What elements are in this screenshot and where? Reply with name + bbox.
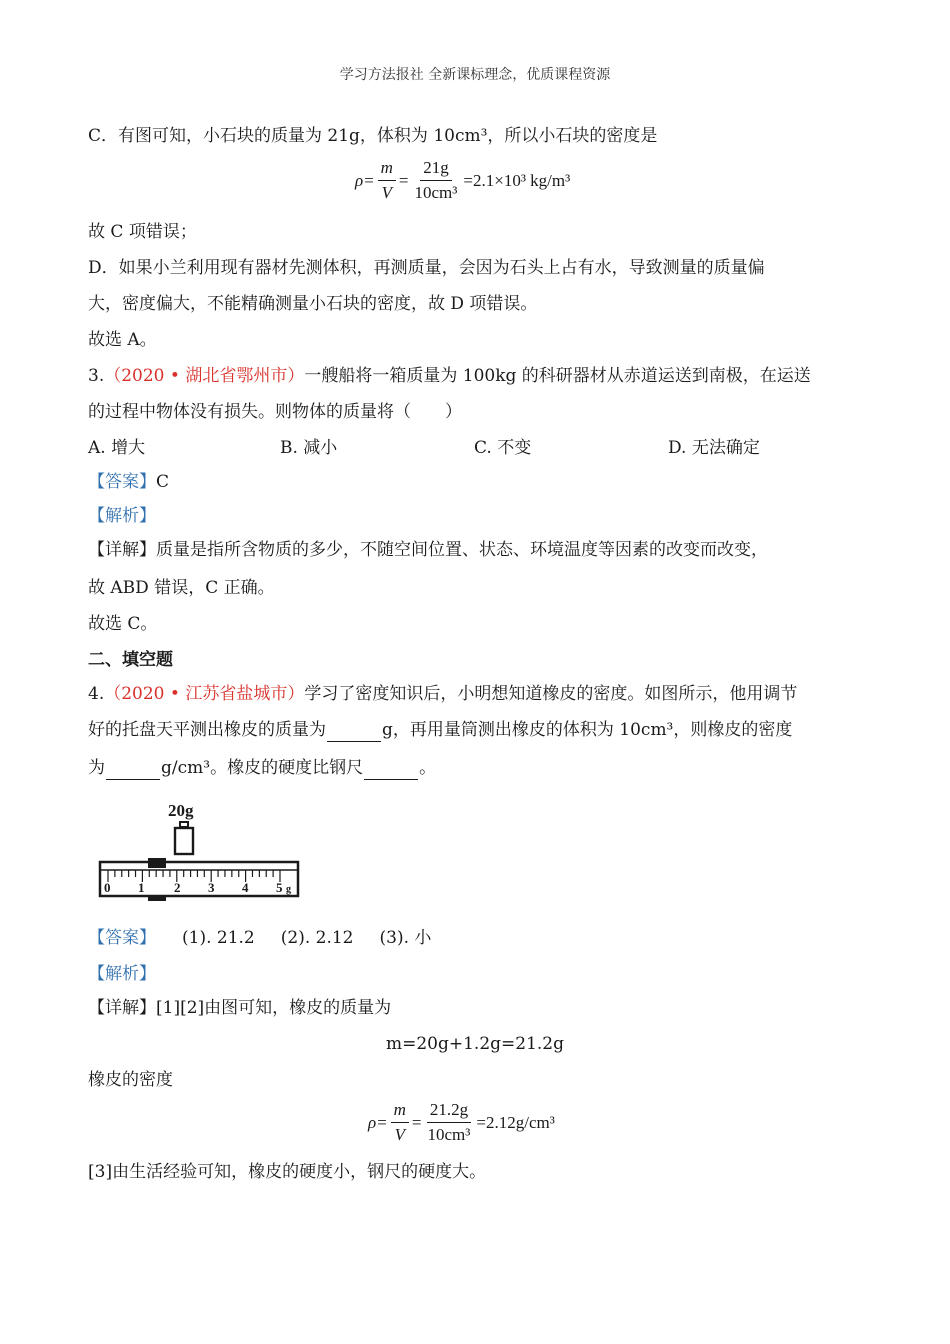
q3-detail-line2: 故 ABD 错误，C 正确。 — [88, 578, 275, 598]
rho-symbol: ρ= — [355, 170, 375, 190]
rho-symbol: ρ= — [368, 1112, 388, 1132]
answer-blank — [106, 761, 160, 780]
detail-label: 【详解】 — [88, 540, 156, 560]
q3-option-a: A. 增大 — [88, 438, 146, 458]
detail-text: 质量是指所含物质的多少，不随空间位置、状态、环境温度等因素的改变而改变， — [156, 540, 768, 560]
q4-stem-line1 — [88, 682, 797, 706]
weight-icon — [175, 822, 193, 854]
fraction-values — [425, 1100, 474, 1145]
scale-unit: g — [286, 884, 291, 895]
density-formula-c — [355, 158, 570, 203]
q3-stem-line1 — [88, 364, 811, 388]
numerator: 21.2g — [427, 1100, 471, 1123]
denominator: V — [381, 183, 392, 202]
q3-choose: 故选 C。 — [88, 614, 158, 634]
q3-option-b: B. 减小 — [280, 438, 338, 458]
q4-stem-line2 — [88, 718, 792, 742]
section-title: 二、填空题 — [88, 650, 173, 670]
q3-option-d: D. 无法确定 — [668, 438, 760, 458]
answer-blank — [327, 723, 381, 742]
q4-analysis-label: 【解析】 — [88, 964, 156, 984]
answer-1: (1). 21.2 — [182, 928, 255, 948]
numerator: m — [391, 1100, 409, 1123]
q3-option-c: C. 不变 — [474, 438, 532, 458]
rider-top — [148, 858, 166, 868]
detail-label: 【详解】 — [88, 998, 156, 1018]
choose-a: 故选 A。 — [88, 330, 157, 350]
q3-detail-line1 — [88, 538, 768, 562]
q4-text: 。 — [419, 758, 437, 778]
scale-label-4: 4 — [242, 880, 249, 895]
scale-label-2: 2 — [174, 880, 181, 895]
formula-result: =2.12g/cm³ — [476, 1112, 555, 1132]
item-c-conclusion: 故 C 项错误； — [88, 222, 197, 242]
numerator: m — [378, 158, 396, 181]
answer-label: 【答案】 — [88, 928, 156, 948]
fraction-m-v — [378, 158, 396, 203]
answer-3: (3). 小 — [379, 928, 432, 948]
q4-stem-line3 — [88, 756, 436, 780]
answer-value: C — [156, 472, 170, 492]
rider-bottom — [148, 895, 166, 901]
denominator: 10cm³ — [414, 183, 458, 202]
q3-analysis-label: 【解析】 — [88, 506, 156, 526]
q3-source: （2020 • 湖北省鄂州市） — [104, 366, 305, 386]
q4-text: g/cm³。橡皮的硬度比钢尺 — [161, 758, 364, 778]
q3-number: 3. — [88, 366, 105, 386]
q4-source: （2020 • 江苏省盐城市） — [104, 684, 305, 704]
q4-text: 学习了密度知识后，小明想知道橡皮的密度。如图所示，他用调节 — [304, 684, 798, 704]
item-d-line1: D．如果小兰利用现有器材先测体积，再测质量，会因为石头上占有水，导致测量的质量偏 — [88, 258, 765, 278]
denominator: 10cm³ — [427, 1125, 471, 1144]
answer-blank — [364, 761, 418, 780]
q4-detail-line3: [3]由生活经验可知，橡皮的硬度小，钢尺的硬度大。 — [88, 1162, 487, 1182]
scale-label-1: 1 — [138, 880, 145, 895]
detail-text: [1][2]由图可知，橡皮的质量为 — [156, 998, 392, 1018]
density-formula-q4 — [368, 1100, 555, 1145]
item-d-line2: 大，密度偏大，不能精确测量小石块的密度，故 D 项错误。 — [88, 294, 538, 314]
page-header: 学习方法报社 全新课标理念，优质课程资源 — [339, 67, 611, 83]
fraction-m-v — [391, 1100, 409, 1145]
q4-text: 好的托盘天平测出橡皮的质量为 — [88, 720, 326, 740]
scale-label-0: 0 — [104, 880, 111, 895]
denominator: V — [394, 1125, 405, 1144]
q4-text: g，再用量筒测出橡皮的体积为 10cm³，则橡皮的密度 — [382, 720, 793, 740]
answer-2: (2). 2.12 — [280, 928, 354, 948]
answer-label: 【答案】 — [88, 472, 156, 492]
q4-number: 4. — [88, 684, 105, 704]
scale-label-5: 5 — [276, 880, 283, 895]
q3-answer — [88, 470, 169, 494]
scale-beam — [100, 862, 298, 896]
mass-formula — [0, 1032, 950, 1056]
mass-formula-text: m=20g+1.2g=21.2g — [385, 1034, 565, 1054]
scale-label-3: 3 — [208, 880, 215, 895]
formula-result: =2.1×10³ kg/m³ — [463, 170, 571, 190]
equals: = — [398, 170, 409, 190]
q3-text: 一艘船将一箱质量为 100kg 的科研器材从赤道运送到南极，在运送 — [304, 366, 811, 386]
q4-answer — [88, 926, 431, 950]
item-c-text: C．有图可知，小石块的质量为 21g，体积为 10cm³，所以小石块的密度是 — [88, 126, 658, 146]
numerator: 21g — [420, 158, 452, 181]
q4-text: 为 — [88, 758, 105, 778]
density-label: 橡皮的密度 — [88, 1070, 173, 1090]
balance-scale-figure — [96, 798, 306, 908]
q3-stem-line2: 的过程中物体没有损失。则物体的质量将（ ） — [88, 402, 462, 422]
q4-detail-line1 — [88, 996, 391, 1020]
equals: = — [411, 1112, 422, 1132]
scale-ticks — [108, 870, 280, 882]
fraction-values — [412, 158, 461, 203]
weight-label: 20g — [168, 801, 194, 820]
